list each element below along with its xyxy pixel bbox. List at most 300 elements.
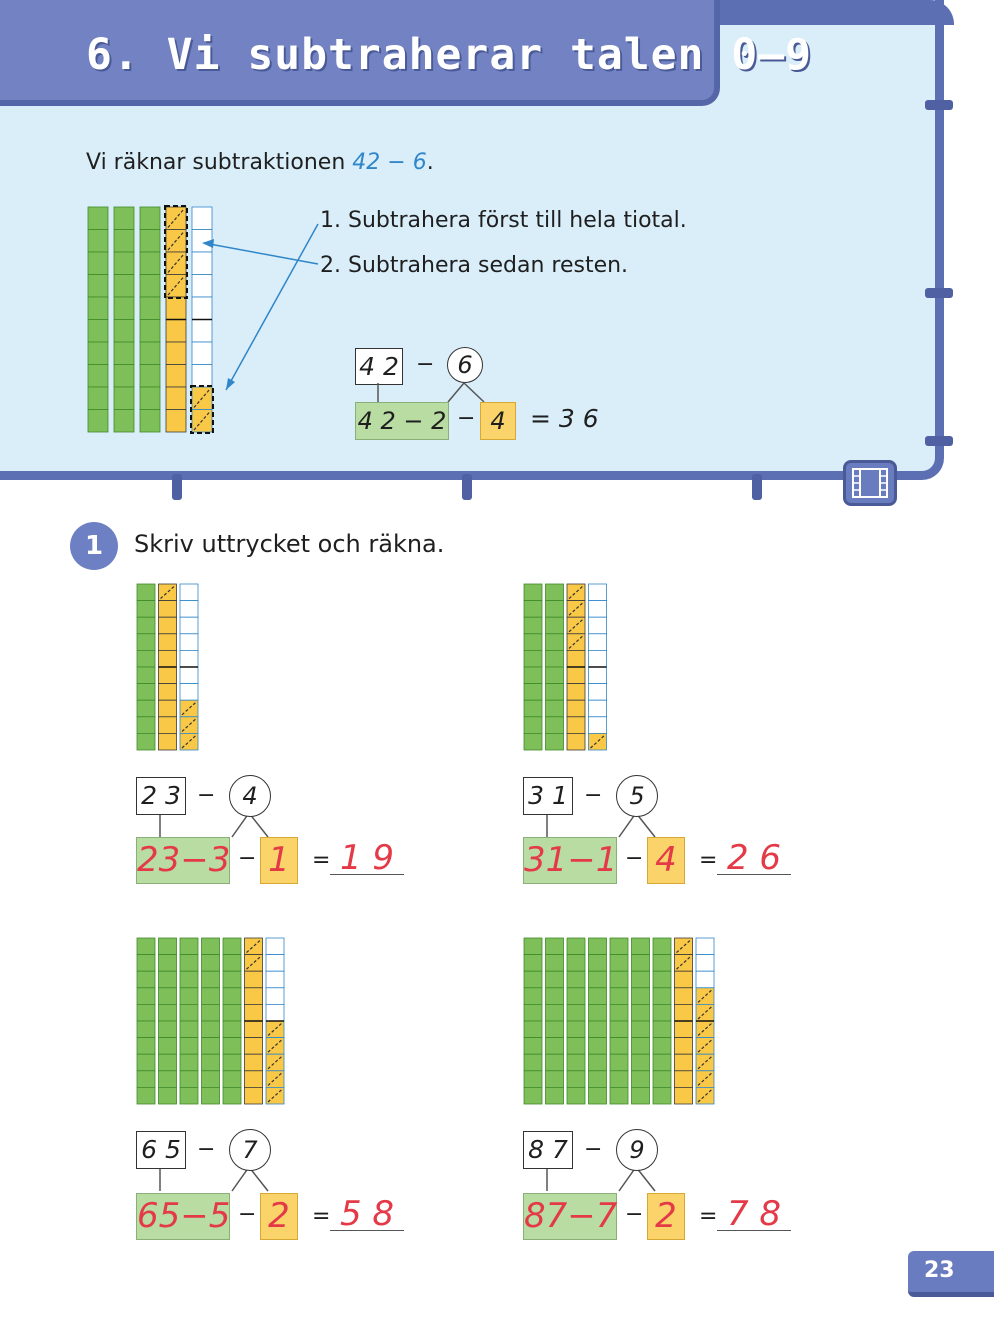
unit-cube [653,1071,671,1088]
task-1-first-step: 23−3 [136,837,230,884]
unit-cube [546,733,564,750]
unit-cube [653,1054,671,1071]
unit-cube [524,1038,542,1055]
step-arrows [190,210,330,400]
unit-cube [610,938,628,955]
unit-cube [140,387,160,410]
unit-cube [159,617,177,634]
unit-cube [524,988,542,1005]
unit-cube [589,584,607,601]
unit-cube [180,988,198,1005]
unit-cube [675,1054,693,1071]
unit-cube [202,1004,220,1021]
unit-cube [567,1038,585,1055]
unit-cube [524,700,542,717]
unit-cube [589,684,607,701]
task-2-first-step: 31−1 [523,837,617,884]
unit-cube [137,601,155,618]
unit-cube [546,971,564,988]
unit-cube [159,988,177,1005]
unit-cube [114,410,134,433]
unit-cube [546,1021,564,1038]
unit-cube [589,971,607,988]
unit-cube [266,1004,284,1021]
unit-cube [632,1038,650,1055]
unit-cube [266,971,284,988]
unit-cube [245,1021,263,1038]
unit-cube [567,733,585,750]
unit-cube [524,1087,542,1104]
unit-cube [524,938,542,955]
task-2-minuend: 3 1 [523,777,573,815]
task-2-minus: − [584,783,603,808]
unit-cube [88,387,108,410]
task-3-subtrahend: 7 [229,1129,271,1171]
unit-cube [140,230,160,253]
unit-cube [88,275,108,298]
unit-cube [180,650,198,667]
ten-rod [159,938,177,1104]
unit-cube [567,1021,585,1038]
unit-cube [589,634,607,651]
unit-cube [140,207,160,230]
unit-cube [159,1054,177,1071]
unit-cube [546,584,564,601]
ten-rod [180,938,198,1104]
unit-cube [137,684,155,701]
unit-cube [653,988,671,1005]
unit-cube [114,275,134,298]
unit-cube [137,1054,155,1071]
unit-cube [546,667,564,684]
frame-joint [925,288,953,298]
unit-cube [140,320,160,343]
unit-cube [675,1038,693,1055]
unit-cube [88,207,108,230]
unit-cube [223,938,241,955]
task-3-minus-2: − [238,1202,257,1227]
unit-cube [202,1054,220,1071]
ten-rod [589,938,607,1104]
unit-cube [589,601,607,618]
unit-cube [180,634,198,651]
unit-cube [180,1087,198,1104]
task-4-equals: = [699,1204,718,1229]
unit-cube [546,700,564,717]
unit-cube [610,1087,628,1104]
unit-cube [223,1021,241,1038]
example-minuend: 4 2 [355,348,403,385]
unit-cube [159,1071,177,1088]
unit-cube [180,584,198,601]
unit-cube [140,252,160,275]
unit-cube [653,1038,671,1055]
unit-cube [180,1038,198,1055]
unit-cube [546,650,564,667]
example-first-step: 4 2 − 2 [355,402,449,440]
unit-cube [180,667,198,684]
ten-rod [114,207,134,432]
ten-rod [140,207,160,432]
unit-cube [140,275,160,298]
task-1-minus-2: − [238,846,257,871]
unit-cube [223,988,241,1005]
unit-cube [567,938,585,955]
unit-cube [114,365,134,388]
step-2-text: 2. Subtrahera sedan resten. [320,253,629,278]
unit-cube [675,971,693,988]
unit-cube [546,988,564,1005]
unit-cube [567,1004,585,1021]
unit-cube [546,1038,564,1055]
unit-cube [546,717,564,734]
unit-cube [159,938,177,955]
unit-cube [223,971,241,988]
unit-cube [610,1054,628,1071]
intro-expression: 42 − 6 [352,150,427,175]
example-subtrahend: 6 [447,347,483,383]
unit-cube [137,938,155,955]
task-1-second-step: 1 [260,837,298,884]
unit-cube [166,320,186,343]
unit-cube [546,1054,564,1071]
unit-cube [137,650,155,667]
unit-cube [653,938,671,955]
unit-cube [567,1071,585,1088]
unit-cube [114,387,134,410]
unit-cube [589,988,607,1005]
frame-joint [925,436,953,446]
task-2-subtrahend: 5 [616,775,658,817]
unit-cube [632,1071,650,1088]
unit-cube [632,938,650,955]
ten-rod [610,938,628,1104]
unit-cube [610,1038,628,1055]
unit-cube [524,584,542,601]
unit-cube [137,1004,155,1021]
unit-cube [223,1038,241,1055]
unit-cube [546,955,564,972]
unit-cube [137,1087,155,1104]
unit-cube [180,1021,198,1038]
ten-rod [632,938,650,1104]
unit-cube [524,733,542,750]
unit-cube [202,1038,220,1055]
task-2-base-ten-blocks [523,583,615,755]
step-1-text: 1. Subtrahera först till hela tiotal. [320,208,687,233]
unit-cube [524,1021,542,1038]
unit-cube [546,617,564,634]
task-3-second-step: 2 [260,1193,298,1240]
task-3-minus: − [197,1137,216,1162]
unit-cube [159,717,177,734]
unit-cube [245,1004,263,1021]
unit-cube [159,650,177,667]
unit-cube [589,1038,607,1055]
unit-cube [166,365,186,388]
unit-cube [266,955,284,972]
unit-cube [180,617,198,634]
unit-cube [546,684,564,701]
unit-cube [653,1004,671,1021]
task-4-answer[interactable]: 7 8 [717,1194,791,1231]
task-3-base-ten-blocks [136,937,293,1109]
unit-cube [223,1071,241,1088]
unit-cube [88,252,108,275]
unit-cube [245,988,263,1005]
unit-cube [610,988,628,1005]
unit-cube [610,971,628,988]
unit-cube [114,207,134,230]
example-minus-2: − [457,406,476,431]
task-3-first-step: 65−5 [136,1193,230,1240]
intro-period: . [426,150,434,175]
unit-cube [589,717,607,734]
unit-cube [88,230,108,253]
unit-cube [567,700,585,717]
task-2-minus-2: − [625,846,644,871]
unit-cube [524,1071,542,1088]
unit-cube [114,230,134,253]
page-number: 23 [924,1258,955,1283]
ten-rod [137,584,155,750]
unit-cube [266,938,284,955]
unit-cube [88,365,108,388]
unit-cube [524,971,542,988]
task-4-base-ten-blocks [523,937,723,1109]
unit-cube [88,410,108,433]
unit-cube [137,955,155,972]
unit-cube [223,1054,241,1071]
unit-cube [137,971,155,988]
unit-cube [675,1004,693,1021]
unit-cube [114,342,134,365]
ten-rod [524,938,542,1104]
task-4-minus-2: − [625,1202,644,1227]
task-1-minus: − [197,783,216,808]
unit-cube [546,634,564,651]
ten-rod [88,207,108,432]
unit-cube [524,717,542,734]
unit-cube [180,1004,198,1021]
unit-cube [137,667,155,684]
unit-cube [166,387,186,410]
unit-cube [589,1071,607,1088]
ten-rod [546,584,564,750]
unit-cube [180,938,198,955]
unit-cube [653,955,671,972]
unit-cube [180,955,198,972]
unit-cube [202,988,220,1005]
example-second-step: 4 [480,402,516,440]
unit-cube [632,1087,650,1104]
task-3-answer[interactable]: 5 8 [330,1194,404,1231]
unit-cube [567,1087,585,1104]
unit-cube [202,938,220,955]
unit-cube [137,634,155,651]
unit-cube [137,617,155,634]
task-3-minuend: 6 5 [136,1131,186,1169]
unit-cube [589,617,607,634]
unit-cube [159,1087,177,1104]
unit-cube [546,1071,564,1088]
task-1-base-ten-blocks [136,583,207,755]
unit-cube [223,1004,241,1021]
task-1-answer[interactable]: 1 9 [330,838,404,875]
unit-cube [245,971,263,988]
task-2-answer[interactable]: 2 6 [717,838,791,875]
unit-cube [202,1087,220,1104]
unit-cube [524,1054,542,1071]
unit-cube [137,1038,155,1055]
unit-cube [524,650,542,667]
unit-cube [696,971,714,988]
panel-frame-rail [710,0,954,25]
unit-cube [245,1071,263,1088]
unit-cube [632,1021,650,1038]
unit-cube [696,938,714,955]
unit-cube [589,1054,607,1071]
unit-cube [589,938,607,955]
ten-rod [653,938,671,1104]
ten-rod [137,938,155,1104]
unit-cube [180,971,198,988]
unit-cube [223,1087,241,1104]
unit-cube [610,955,628,972]
unit-cube [159,634,177,651]
unit-cube [546,938,564,955]
unit-cube [546,1004,564,1021]
unit-cube [567,667,585,684]
unit-cube [159,1004,177,1021]
task-4-minuend: 8 7 [523,1131,573,1169]
unit-cube [140,365,160,388]
unit-cube [137,717,155,734]
unit-cube [524,1004,542,1021]
unit-cube [524,684,542,701]
unit-cube [567,955,585,972]
example-minus: − [416,352,435,377]
exercise-instruction: Skriv uttrycket och räkna. [134,530,445,558]
unit-cube [166,410,186,433]
unit-cube [137,1021,155,1038]
unit-cube [202,971,220,988]
unit-cube [140,410,160,433]
task-4-subtrahend: 9 [616,1129,658,1171]
task-1-equals: = [312,848,331,873]
unit-cube [653,1021,671,1038]
unit-cube [589,1087,607,1104]
intro-text [86,150,434,175]
unit-cube [653,971,671,988]
example-result: = 3 6 [530,404,599,433]
unit-cube [159,971,177,988]
unit-cube [589,1021,607,1038]
unit-cube [567,650,585,667]
unit-cube [166,297,186,320]
frame-joint [752,474,762,500]
unit-cube [546,1087,564,1104]
unit-cube [180,601,198,618]
unit-cube [137,988,155,1005]
unit-cube [202,1071,220,1088]
unit-cube [675,988,693,1005]
unit-cube [610,1071,628,1088]
unit-cube [653,1087,671,1104]
unit-cube [180,1071,198,1088]
unit-cube [159,684,177,701]
task-4-minus: − [584,1137,603,1162]
unit-cube [88,342,108,365]
unit-cube [524,601,542,618]
unit-cube [88,297,108,320]
unit-cube [675,1087,693,1104]
task-4-first-step: 87−7 [523,1193,617,1240]
task-2-second-step: 4 [647,837,685,884]
task-3-equals: = [312,1204,331,1229]
ten-rod [567,938,585,1104]
unit-cube [245,1038,263,1055]
frame-joint [172,474,182,500]
unit-cube [567,717,585,734]
unit-cube [202,955,220,972]
unit-cube [137,700,155,717]
unit-cube [567,1054,585,1071]
unit-cube [245,1054,263,1071]
unit-cube [567,988,585,1005]
unit-cube [114,252,134,275]
unit-cube [140,342,160,365]
unit-cube [114,320,134,343]
unit-cube [159,667,177,684]
unit-cube [567,971,585,988]
unit-cube [159,1038,177,1055]
unit-cube [180,684,198,701]
unit-cube [610,1004,628,1021]
unit-cube [159,1021,177,1038]
task-1-minuend: 2 3 [136,777,186,815]
unit-cube [137,1071,155,1088]
film-icon [846,463,894,503]
unit-cube [114,297,134,320]
unit-cube [632,1004,650,1021]
unit-cube [589,667,607,684]
unit-cube [675,1071,693,1088]
unit-cube [524,617,542,634]
ten-rod [524,584,542,750]
unit-cube [180,1054,198,1071]
ten-rod [223,938,241,1104]
unit-cube [546,601,564,618]
unit-cube [159,601,177,618]
unit-cube [88,320,108,343]
unit-cube [524,667,542,684]
unit-cube [589,955,607,972]
frame-joint [925,100,953,110]
film-button[interactable] [843,460,897,506]
task-4-second-step: 2 [647,1193,685,1240]
ten-rod [546,938,564,1104]
unit-cube [223,955,241,972]
task-2-equals: = [699,848,718,873]
intro-label: Vi räknar subtraktionen [86,150,353,175]
ten-rod [202,938,220,1104]
unit-cube [140,297,160,320]
frame-joint [462,474,472,500]
unit-cube [245,1087,263,1104]
unit-cube [159,955,177,972]
unit-cube [202,1021,220,1038]
